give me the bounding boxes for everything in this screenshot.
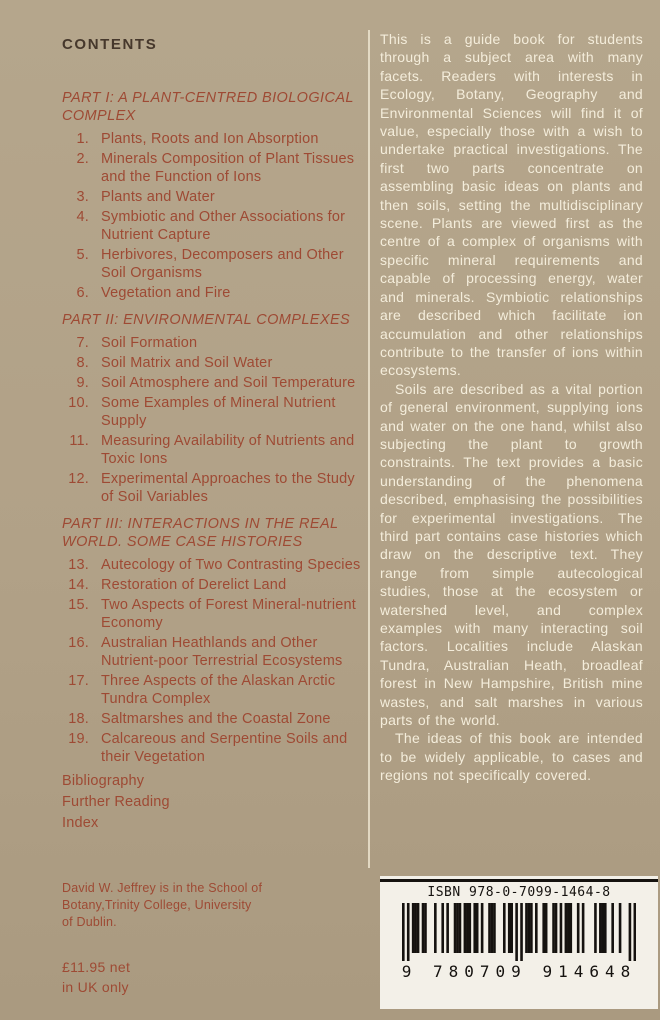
toc-item: [62, 730, 365, 766]
toc-item-number: 12.: [68, 471, 89, 487]
price-amount: £11.95 net: [62, 959, 131, 975]
toc-item-number: 15.: [68, 597, 89, 613]
part-1-heading: PART I: A PLANT-CENTRED BIOLOGICAL COMPLEX: [62, 90, 354, 124]
toc-item-number: 11.: [69, 433, 89, 449]
toc-item: [62, 470, 365, 506]
toc-item-title: Plants, Roots and Ion Absorption: [101, 131, 319, 147]
backmatter-item-index: Index: [62, 815, 99, 831]
toc-item: [62, 394, 365, 430]
contents-column: [62, 36, 365, 835]
toc-item: [62, 576, 365, 594]
author-note-line: of Dublin.: [62, 915, 117, 929]
backmatter-list: [62, 772, 365, 832]
toc-item-number: 7.: [76, 335, 89, 351]
toc-item: [62, 596, 365, 632]
toc-item-title: Two Aspects of Forest Mineral-nutrient Economy: [101, 597, 357, 631]
toc-item-title: Three Aspects of the Alaskan Arctic Tundra Complex: [101, 673, 336, 707]
author-note-line: Botany,Trinity College, University: [62, 898, 252, 912]
toc-item: [62, 354, 365, 372]
toc-item-title: Restoration of Derelict Land: [101, 577, 287, 593]
toc-item-title: Soil Formation: [101, 335, 198, 351]
toc-item-number: 19.: [68, 731, 89, 747]
toc-item-number: 18.: [68, 711, 89, 727]
toc-item: [62, 432, 365, 468]
toc-item: [62, 374, 365, 392]
toc-item-number: 1.: [76, 131, 89, 147]
toc-item: [62, 710, 365, 728]
column-divider-rule: [368, 30, 370, 868]
barcode-icon: [402, 903, 636, 961]
toc-item: [62, 672, 365, 708]
toc-item-title: Saltmarshes and the Coastal Zone: [101, 711, 331, 727]
author-note: [62, 880, 302, 931]
toc-item-number: 9.: [76, 375, 89, 391]
part-2-heading: PART II: ENVIRONMENTAL COMPLEXES: [62, 312, 351, 328]
isbn-label: ISBN 978-0-7099-1464-8: [427, 885, 611, 900]
toc-item-title: Soil Matrix and Soil Water: [101, 355, 273, 371]
toc-item-number: 6.: [76, 285, 89, 301]
toc-item-title: Symbiotic and Other Associations for Nutrient Capture: [101, 209, 346, 243]
backmatter-item-further-reading: Further Reading: [62, 794, 170, 810]
toc-item: [62, 334, 365, 352]
toc-item: [62, 130, 365, 148]
toc-item-title: Soil Atmosphere and Soil Temperature: [101, 375, 356, 391]
toc-item: [62, 150, 365, 186]
toc-item-title: Calcareous and Serpentine Soils and their Vegetation: [101, 731, 348, 765]
toc-item: [62, 634, 365, 670]
toc-item-number: 13.: [68, 557, 89, 573]
price-region: in UK only: [62, 979, 129, 995]
toc-item-number: 10.: [68, 395, 89, 411]
blurb-paragraph-3: The ideas of this book are intended to be widely applicable, to cases and regions not specifically covered.: [380, 730, 643, 784]
toc-item-title: Herbivores, Decomposers and Other Soil Organisms: [101, 247, 344, 281]
blurb-paragraph-2: Soils are described as a vital portion of general environment, supplying ions and water on the one hand, whilst also subjecting the plant to growth constraints. The text provides a basic understanding of the phenomena described, emphasising the possibilities for experimental investigations. The third part contains case histories which draw on the descriptive text. They range from simple autecological studies, those at the ecosystem or watershed level, and complex examples with many interacting soil factors. Localities include Alaskan Tundra, Australian Heath, broadleaf forest in New Hampshire, British mine wastes, and salt marshes in various parts of the world.: [380, 380, 643, 729]
toc-item-title: Measuring Availability of Nutrients and Toxic Ions: [101, 433, 355, 467]
blurb-paragraph-1: This is a guide book for students through a subject area with many facets. Readers with interests in Ecology, Botany, Geography and Environmental Sciences will find it of value, especially those with a wish to undertake practical investigations. The first two parts concentrate on assembling basic ideas on plants and then soils, setting the multidisciplinary scene. Plants are viewed first as the centre of a complex of organisms with specific mineral requirements and capable of processing energy, water and minerals. Symbiotic relationships are described which facilitate ion accumulation and other relationships contribute to the transfer of ions within ecosystems.: [380, 31, 643, 379]
barcode-number: 9 780709 914648: [401, 962, 637, 981]
toc-item-number: 8.: [76, 355, 89, 371]
toc-item-number: 2.: [76, 151, 89, 167]
toc-item: [62, 188, 365, 206]
author-note-line: David W. Jeffrey is in the School of: [62, 881, 263, 895]
toc-item-title: Australian Heathlands and Other Nutrient-poor Terrestrial Ecosystems: [101, 635, 343, 669]
toc-item-number: 16.: [68, 635, 89, 651]
isbn-barcode-panel: [380, 876, 658, 1009]
backmatter-item-bibliography: Bibliography: [62, 773, 145, 789]
contents-title: CONTENTS: [62, 36, 158, 53]
toc-item: [62, 556, 365, 574]
toc-item-title: Minerals Composition of Plant Tissues and the Function of Ions: [101, 151, 355, 185]
toc-item-title: Some Examples of Mineral Nutrient Supply: [101, 395, 336, 429]
barcode-top-rule: [380, 879, 658, 882]
blurb-column: [380, 30, 643, 785]
toc-item-number: 17.: [68, 673, 89, 689]
toc-item: [62, 246, 365, 282]
toc-item: [62, 208, 365, 244]
toc-item-number: 4.: [76, 209, 89, 225]
toc-item: [62, 284, 365, 302]
price: [62, 957, 130, 997]
toc-item-number: 5.: [76, 247, 89, 263]
toc-item-number: 3.: [76, 189, 89, 205]
part-3-heading: PART III: INTERACTIONS IN THE REAL WORLD. SOME CASE HISTORIES: [62, 516, 339, 550]
toc-item-title: Vegetation and Fire: [101, 285, 231, 301]
toc-item-title: Experimental Approaches to the Study of Soil Variables: [101, 471, 355, 505]
toc-item-number: 14.: [68, 577, 89, 593]
toc-item-title: Plants and Water: [101, 189, 215, 205]
toc-item-title: Autecology of Two Contrasting Species: [101, 557, 361, 573]
